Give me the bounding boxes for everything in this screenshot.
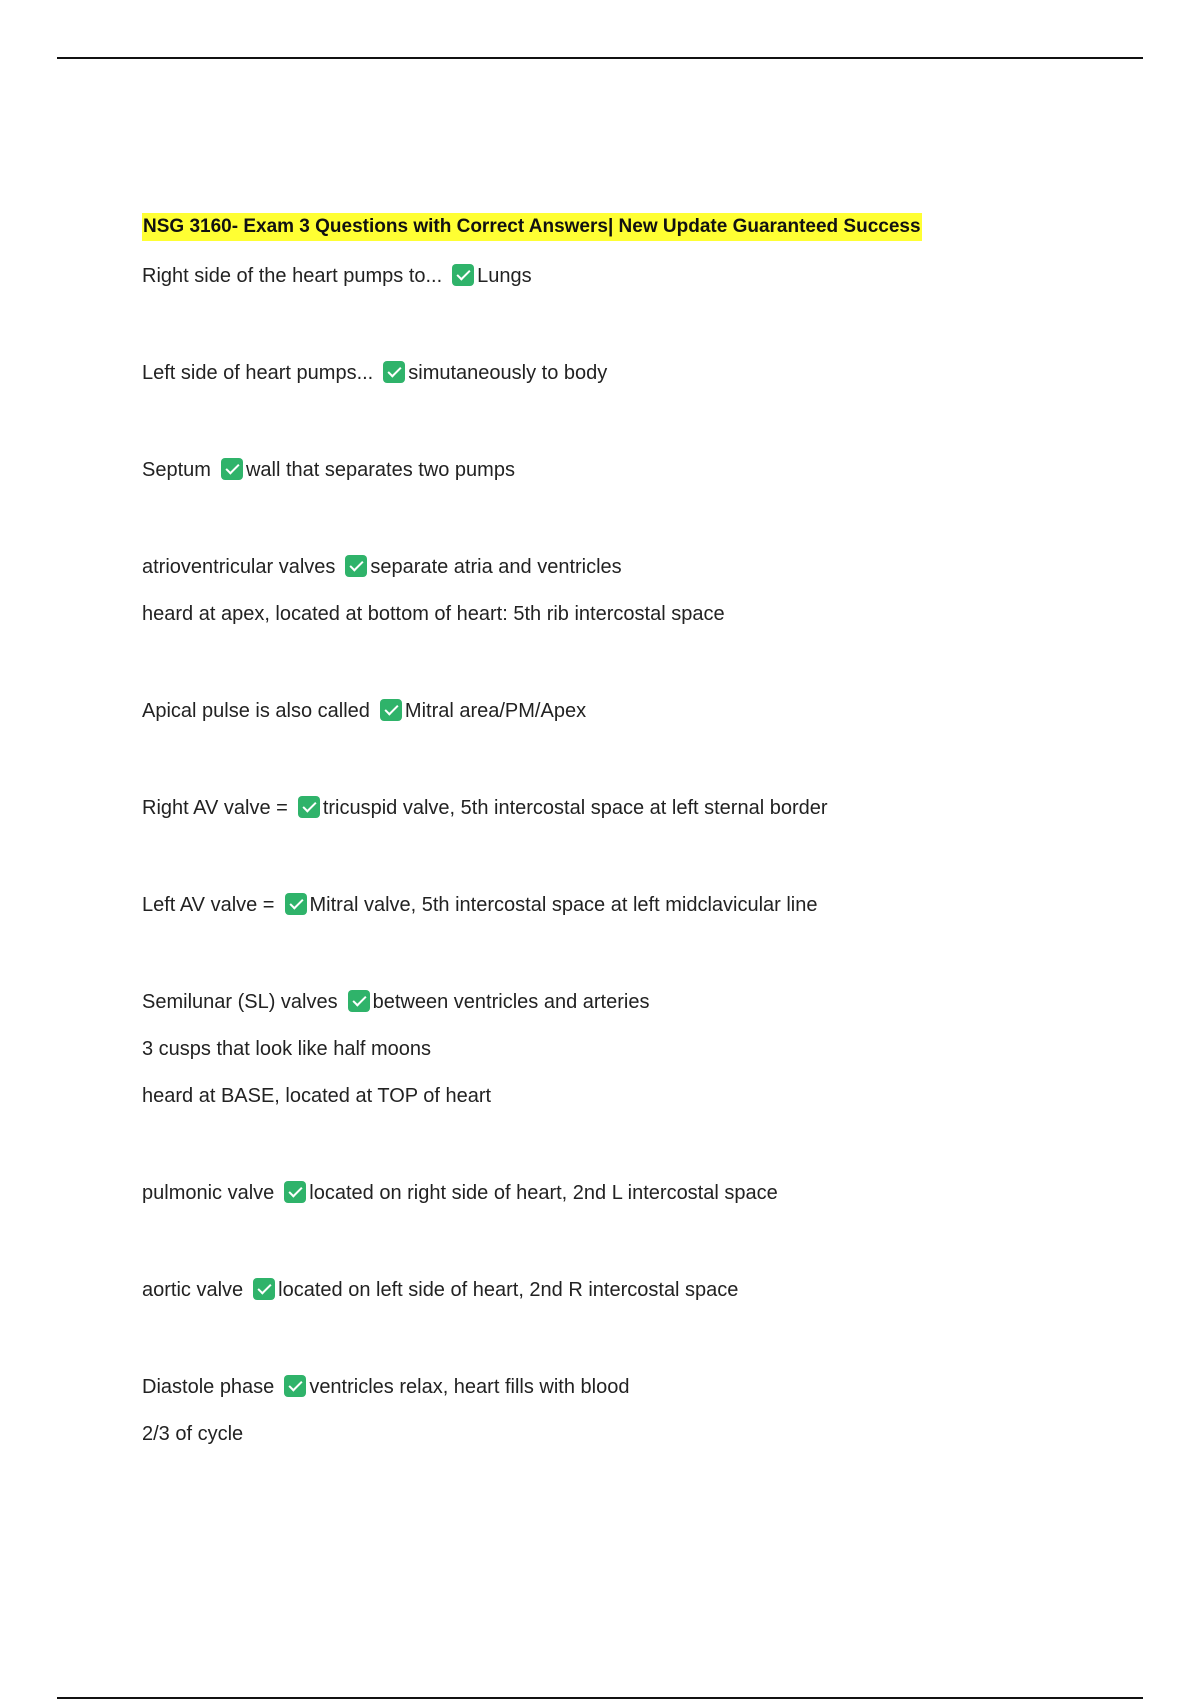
document-body: [142, 213, 1102, 1458]
question-text: Left AV valve =: [142, 894, 275, 916]
answer-continuation: 3 cusps that look like half moons: [142, 1038, 432, 1060]
qa-item: [142, 979, 1102, 1026]
qa-item: [142, 1267, 1102, 1314]
qa-item: [142, 447, 1102, 494]
document-title: NSG 3160- Exam 3 Questions with Correct Answers| New Update Guaranteed Success: [142, 213, 922, 241]
footer-rule: [57, 1697, 1143, 1699]
question-text: Diastole phase: [142, 1376, 275, 1398]
answer-text: separate atria and ventricles: [370, 556, 622, 578]
answer-text: Lungs: [477, 265, 532, 287]
answer-text: located on right side of heart, 2nd L intercostal space: [309, 1182, 778, 1204]
check-mark-icon: [221, 458, 243, 480]
answer-continuation: heard at apex, located at bottom of heart: 5th rib intercostal space: [142, 603, 725, 625]
answer-continuation: 2/3 of cycle: [142, 1423, 244, 1445]
question-text: atrioventricular valves: [142, 556, 336, 578]
check-mark-icon: [298, 796, 320, 818]
question-text: Left side of heart pumps...: [142, 362, 374, 384]
answer-text: simutaneously to body: [408, 362, 608, 384]
qa-item: [142, 882, 1102, 929]
qa-item: [142, 785, 1102, 832]
check-mark-icon: [383, 361, 405, 383]
check-mark-icon: [284, 1181, 306, 1203]
check-mark-icon: [345, 555, 367, 577]
check-mark-icon: [285, 893, 307, 915]
qa-item: [142, 1364, 1102, 1411]
question-text: pulmonic valve: [142, 1182, 275, 1204]
qa-item: [142, 544, 1102, 591]
answer-text: Mitral valve, 5th intercostal space at left midclavicular line: [309, 894, 818, 916]
question-text: Apical pulse is also called: [142, 700, 370, 722]
answer-text: tricuspid valve, 5th intercostal space at left sternal border: [322, 797, 828, 819]
answer-text: between ventricles and arteries: [372, 991, 650, 1013]
question-text: Semilunar (SL) valves: [142, 991, 338, 1013]
header-rule: [57, 57, 1143, 59]
answer-text: ventricles relax, heart fills with blood: [309, 1376, 630, 1398]
check-mark-icon: [452, 264, 474, 286]
check-mark-icon: [253, 1278, 275, 1300]
qa-item: [142, 688, 1102, 735]
answer-text: Mitral area/PM/Apex: [404, 700, 587, 722]
answer-text: wall that separates two pumps: [245, 459, 515, 481]
qa-item: [142, 253, 1102, 300]
question-text: aortic valve: [142, 1279, 244, 1301]
check-mark-icon: [284, 1375, 306, 1397]
question-text: Septum: [142, 459, 211, 481]
qa-item: [142, 1170, 1102, 1217]
question-text: Right side of the heart pumps to...: [142, 265, 443, 287]
answer-continuation: heard at BASE, located at TOP of heart: [142, 1085, 492, 1107]
qa-item: [142, 350, 1102, 397]
check-mark-icon: [380, 699, 402, 721]
check-mark-icon: [348, 990, 370, 1012]
question-text: Right AV valve =: [142, 797, 288, 819]
answer-text: located on left side of heart, 2nd R intercostal space: [278, 1279, 739, 1301]
